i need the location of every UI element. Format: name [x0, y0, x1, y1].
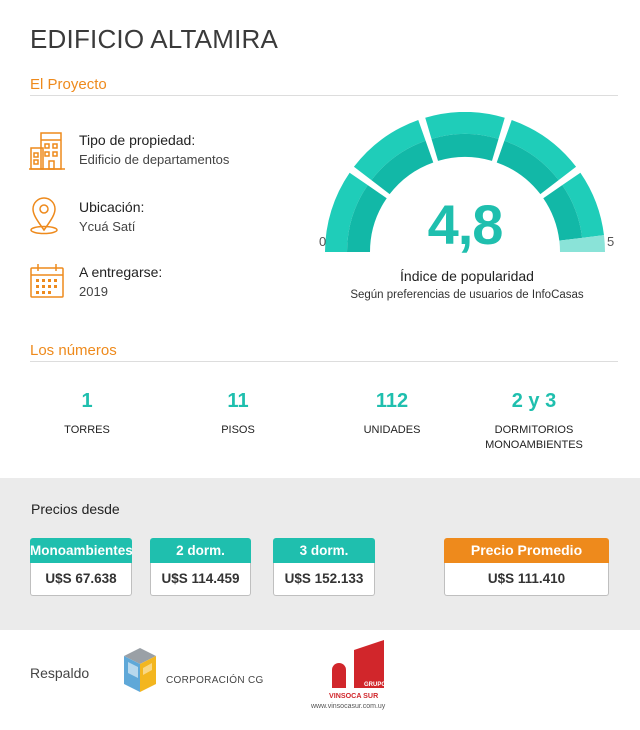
gauge-min-label: 0: [319, 234, 327, 249]
stat-value: 1: [81, 390, 93, 412]
delivery-label: A entregarse:: [79, 264, 163, 280]
stat-units: [317, 390, 467, 438]
calendar-icon: [28, 262, 68, 304]
vinsoca-sur-url: www.vinsocasur.com.uy: [311, 703, 386, 710]
delivery-row: [28, 262, 318, 306]
price-card-3-bed: [273, 538, 375, 596]
price-card-label: 3 dorm.: [273, 538, 375, 563]
corporacion-cg-logo: [120, 648, 162, 696]
price-card-value: U$S 67.638: [30, 563, 132, 596]
gauge-max-label: 5: [607, 234, 615, 249]
stat-towers: [12, 390, 162, 438]
price-card-label: Precio Promedio: [444, 538, 609, 563]
vinsoca-sur-name: VINSOCA SUR: [329, 691, 379, 700]
location-row: [28, 197, 318, 241]
section-heading-numbers: Los números: [30, 342, 117, 359]
price-card-value: U$S 111.410: [444, 563, 609, 596]
map-pin-icon: [28, 197, 68, 239]
price-card-value: U$S 114.459: [150, 563, 251, 596]
popularity-score: 4,8: [427, 193, 503, 256]
section-heading-project: El Proyecto: [30, 76, 107, 93]
delivery-value: 2019: [79, 284, 108, 299]
corporacion-cg-name: CORPORACIÓN CG: [166, 675, 264, 686]
vinsoca-sur-logo: [328, 640, 386, 692]
section-divider: [30, 361, 618, 362]
location-label: Ubicación:: [79, 199, 145, 215]
price-card-label: 2 dorm.: [150, 538, 251, 563]
popularity-title: Índice de popularidad: [400, 268, 534, 284]
price-card-label: Monoambientes: [30, 538, 132, 563]
property-type-row: [28, 130, 318, 174]
vinsoca-group-text: GRUPO: [364, 682, 386, 688]
stat-label-line: MONOAMBIENTES: [485, 439, 583, 451]
price-card-value: U$S 152.133: [273, 563, 375, 596]
stat-bedrooms: [459, 390, 609, 453]
prices-title: Precios desde: [31, 501, 120, 517]
property-type-value: Edificio de departamentos: [79, 152, 230, 167]
stat-label: UNIDADES: [363, 424, 421, 436]
stat-value: 2 y 3: [511, 390, 557, 412]
stat-label-line: DORMITORIOS: [494, 424, 574, 436]
stat-label: PISOS: [221, 424, 255, 436]
stat-value: 112: [375, 390, 409, 412]
building-icon: [28, 130, 68, 172]
price-card-2-bed: [150, 538, 251, 596]
section-divider: [30, 95, 618, 96]
stat-label: [459, 423, 609, 453]
stat-label: TORRES: [64, 424, 110, 436]
prices-section: [0, 478, 640, 630]
location-value: Ycuá Satí: [79, 219, 136, 234]
stat-floors: [163, 390, 313, 438]
property-type-label: Tipo de propiedad:: [79, 132, 196, 148]
popularity-subtitle: Según preferencias de usuarios de InfoCasas: [350, 289, 584, 301]
page-title: EDIFICIO ALTAMIRA: [30, 24, 279, 54]
stat-value: 11: [227, 390, 249, 412]
backing-label: Respaldo: [30, 665, 90, 681]
price-card-studio: [30, 538, 132, 596]
price-card-average: [444, 538, 609, 596]
gauge-segment-inner: [431, 134, 498, 161]
